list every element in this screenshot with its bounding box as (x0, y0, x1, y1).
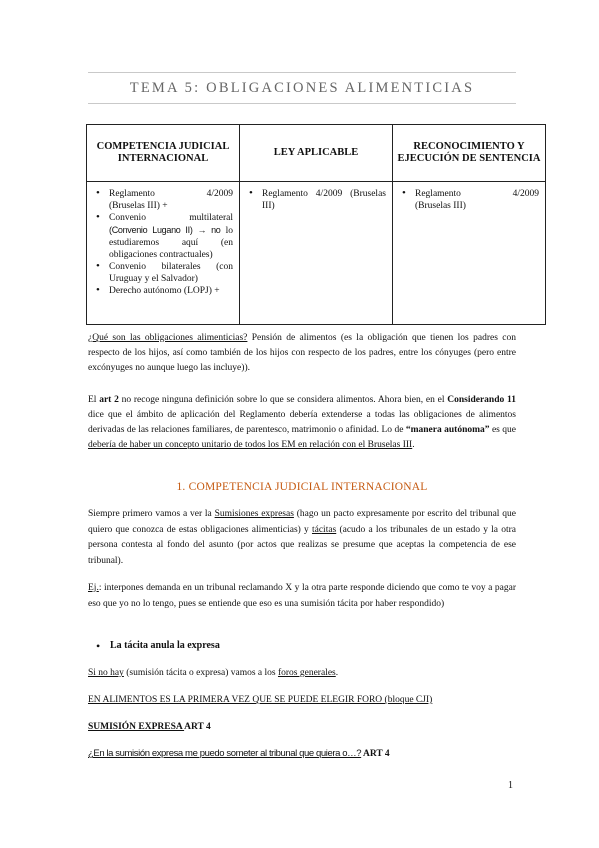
text: es que (489, 425, 516, 435)
underlined-text: foros generales (277, 668, 336, 678)
list-item: • Derecho autónomo (LOPJ) + (109, 285, 233, 297)
bold-text: ART 4 (361, 749, 390, 759)
table-header-ley: LEY APLICABLE (240, 125, 393, 182)
list-item-text: • Reglamento (109, 189, 155, 199)
text: ART 4 (184, 722, 211, 732)
underlined-text: tácitas (311, 524, 337, 535)
list-item (109, 212, 233, 261)
underlined-text: Si no hay (88, 668, 124, 678)
list-item: • Reglamento 4/2009 (Bruselas III) (262, 188, 386, 212)
list-item-text: • Reglamento (415, 189, 461, 199)
list-item (415, 188, 539, 212)
underlined-text: SUMISIÓN EXPRESA (88, 722, 185, 732)
paragraph-example (88, 581, 516, 612)
paragraph-question-art4 (88, 747, 528, 761)
text: (hago un pacto expresamente por escrito del tribunal que quiero que conozca de estas obligaciones alimenticias) y (88, 509, 516, 535)
list-item: • Convenio bilaterales (con Uruguay y el Salvador) (109, 261, 233, 285)
list-item (109, 188, 233, 212)
title-top-rule (88, 72, 516, 73)
text: (acudo a los tribunales de un estado y la otra persona contesta al fondo del asunto (por actos que realizas se presume que aceptas la competencia de ese tribunal). (88, 524, 516, 566)
question-text: ¿Qué son las obligaciones alimenticias? (88, 333, 248, 343)
text: (sumisión tácita o expresa) vamos a los (123, 668, 278, 678)
section-heading: 1. COMPETENCIA JUDICIAL INTERNACIONAL (176, 481, 428, 493)
bold-text: “manera autónoma” (405, 425, 490, 435)
title-bottom-rule (88, 103, 516, 104)
underlined-text: Ej. (88, 583, 99, 593)
text: Siempre primero vamos a ver la (88, 509, 215, 519)
list-item-text: (Bruselas III) (415, 201, 466, 211)
list-item-text: 4/2009 (512, 189, 539, 199)
paragraph-sumisiones (88, 507, 516, 569)
bold-text: art 2 (99, 395, 119, 405)
list-item-text: (Convenio Lugano II) → no (109, 225, 221, 235)
list-item-text: (Bruselas III) + (109, 201, 168, 211)
text: . (412, 440, 415, 450)
answer-text: Pensión de alimentos (es la obligación que tienen los padres con respecto de los hijos, así como también de los hijos con respecto de los padres, entre los cónyuges (pero entre excónyuges no aunque luego las incluye)). (88, 333, 516, 373)
summary-table (86, 124, 546, 325)
table-header-reconocimiento: RECONOCIMIENTO Y EJECUCIÓN DE SENTENCIA (393, 125, 546, 182)
bullet-text: La tácita anula la expresa (110, 640, 220, 651)
paragraph-art2 (88, 393, 516, 453)
table-cell-competencia (87, 182, 240, 325)
paragraph-sumision-expresa (88, 720, 528, 734)
text: El (88, 395, 100, 405)
underlined-text: debería de haber un concepto unitario de todos los EM en relación con el Bruselas III (88, 440, 413, 450)
bullet-icon: • (96, 639, 101, 653)
underlined-text: Sumisiones expresas (214, 509, 294, 519)
underlined-text: ¿En la sumisión expresa me puedo someter al tribunal que quiera o…? (88, 748, 362, 759)
list-item-text: 4/2009 (206, 189, 233, 199)
bold-text: Considerando 11 (447, 395, 516, 405)
table-cell-reconocimiento (393, 182, 546, 325)
table-cell-ley (240, 182, 393, 325)
page-number: 1 (508, 780, 513, 791)
list-item-text: multilateral (189, 213, 233, 223)
text: no recoge ninguna definición sobre lo que se considera alimentos. Ahora bien, en el (118, 395, 448, 405)
paragraph-alimentos-foro: EN ALIMENTOS ES LA PRIMERA VEZ QUE SE PUEDE ELEGIR FORO (bloque CJI) (88, 695, 433, 705)
text: dice que el ámbito de aplicación del Reglamento debería extenderse a todas las obligaciones de alimentos derivadas de las relaciones familiares, de parentesco, matrimonio o afinidad. Lo de (88, 410, 516, 435)
table-header-competencia: COMPETENCIA JUDICIAL INTERNACIONAL (87, 125, 240, 182)
text: . (335, 668, 339, 678)
paragraph-definition (88, 331, 516, 376)
bullet-tacita (96, 639, 220, 653)
page-title: TEMA 5: OBLIGACIONES ALIMENTICIAS (129, 80, 475, 96)
text: : interpones demanda en un tribunal reclamando X y la otra parte responde diciendo que como te voy a pagar eso que yo no lo tengo, pues se entiende que eso es una sumisión tácita por haber respondido) (88, 583, 516, 609)
list-item-text: lo estudiaremos aquí (en obligaciones contractuales) (109, 226, 233, 260)
list-item-text: • Convenio (109, 213, 146, 223)
paragraph-si-no-hay (88, 666, 528, 680)
